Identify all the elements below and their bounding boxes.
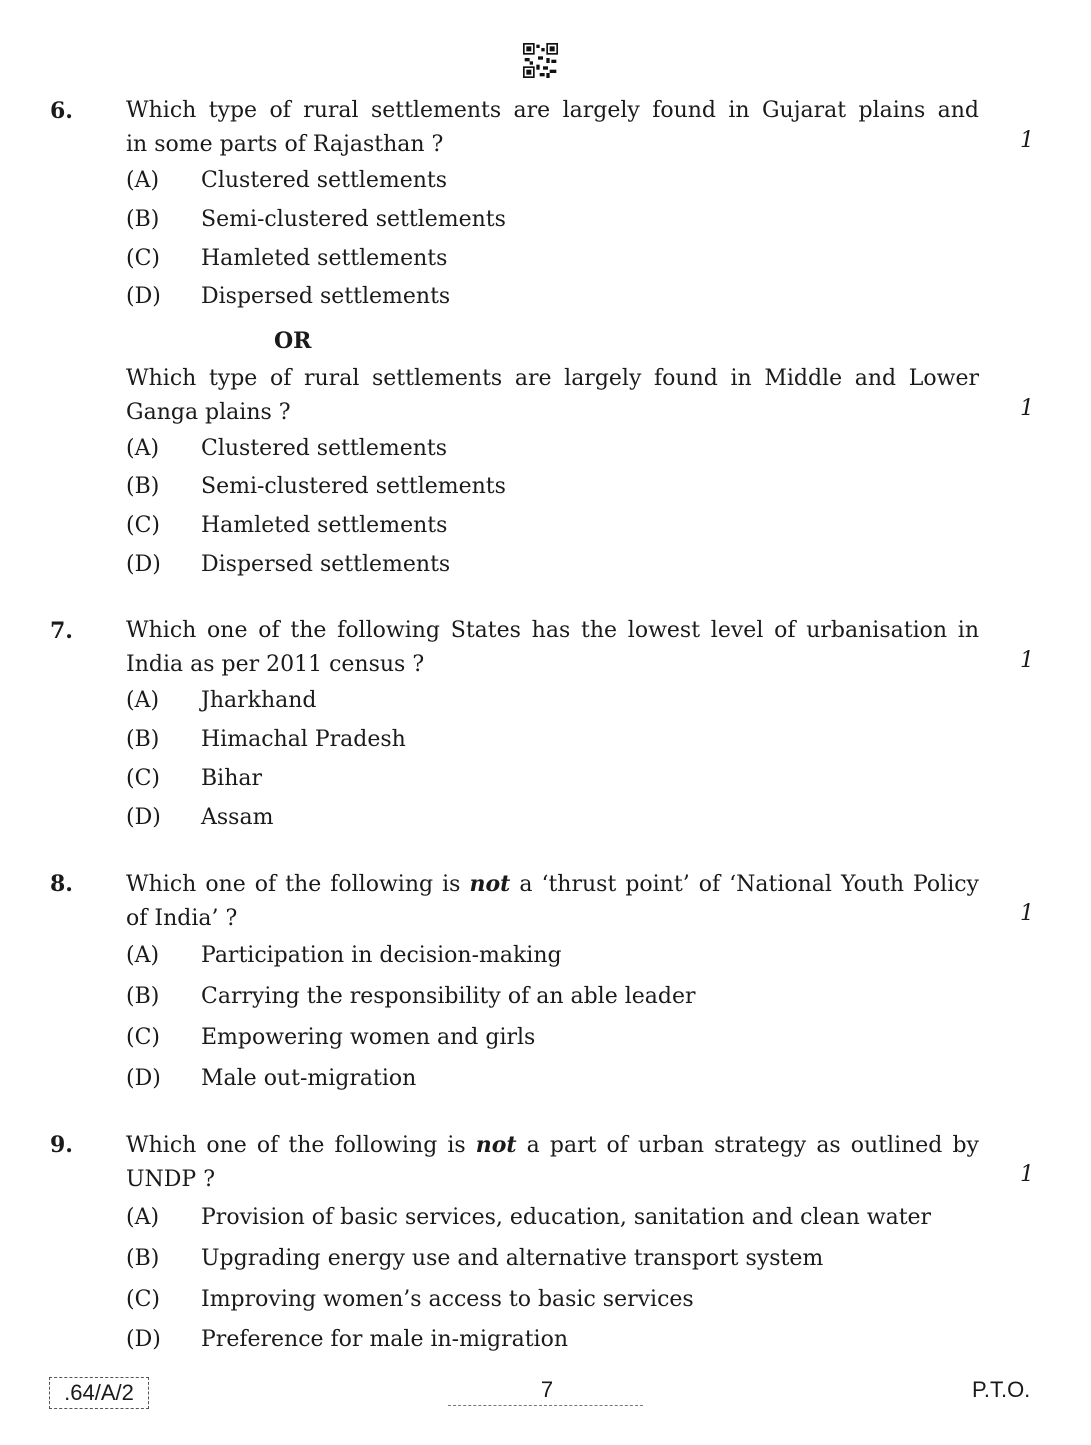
page-number-underline xyxy=(448,1405,643,1406)
paper-code: .64/A/2 xyxy=(49,1377,149,1409)
option-text: Semi-clustered settlements xyxy=(201,207,506,232)
question-number: 7. xyxy=(50,618,73,644)
question-marks: 1 xyxy=(1020,396,1034,421)
option-text: Himachal Pradesh xyxy=(201,727,406,752)
option-letter: (C) xyxy=(126,513,160,538)
option-text: Male out-migration xyxy=(201,1066,417,1091)
option-letter: (B) xyxy=(126,727,160,752)
option-text: Clustered settlements xyxy=(201,436,448,461)
option-letter: (D) xyxy=(126,1327,161,1352)
question-text-line2: in some parts of Rajasthan ? xyxy=(126,132,444,157)
question-marks: 1 xyxy=(1020,1162,1034,1187)
option-letter: (A) xyxy=(126,688,160,713)
option-letter: (D) xyxy=(126,552,161,577)
question-text xyxy=(126,867,979,936)
emphasis-not: not xyxy=(475,1132,517,1158)
question-text xyxy=(126,1128,979,1197)
option-letter: (D) xyxy=(126,1066,161,1091)
option-letter: (D) xyxy=(126,805,161,830)
option-text: Empowering women and girls xyxy=(201,1025,536,1050)
question-number: 8. xyxy=(50,871,73,897)
option-text: Dispersed settlements xyxy=(201,552,451,577)
question-text-line2: of India’ ? xyxy=(126,906,238,931)
qr-code-icon xyxy=(523,43,558,78)
option-text: Clustered settlements xyxy=(201,168,448,193)
question-text xyxy=(126,94,979,162)
option-text: Participation in decision-making xyxy=(201,943,562,968)
option-text: Jharkhand xyxy=(201,688,317,713)
question-text-line1: Which one of the following is not a part of urban strategy as outlined by xyxy=(126,1132,979,1158)
emphasis-not: not xyxy=(469,871,511,897)
question-text-line2: Ganga plains ? xyxy=(126,400,291,425)
option-letter: (A) xyxy=(126,436,160,461)
option-letter: (C) xyxy=(126,766,160,791)
option-letter: (A) xyxy=(126,168,160,193)
question-marks: 1 xyxy=(1020,901,1034,926)
option-text: Upgrading energy use and alternative transport system xyxy=(201,1246,824,1271)
pto-label: P.T.O. xyxy=(972,1377,1031,1402)
question-text-line2: India as per 2011 census ? xyxy=(126,652,425,677)
option-text: Dispersed settlements xyxy=(201,284,451,309)
question-text-line1: Which type of rural settlements are largely found in Gujarat plains and xyxy=(126,98,979,123)
question-marks: 1 xyxy=(1020,128,1034,153)
page-number: 7 xyxy=(540,1377,554,1402)
option-letter: (C) xyxy=(126,1287,160,1312)
option-text: Semi-clustered settlements xyxy=(201,474,506,499)
option-text: Improving women’s access to basic services xyxy=(201,1287,694,1312)
question-marks: 1 xyxy=(1020,648,1034,673)
question-text-line1: Which type of rural settlements are largely found in Middle and Lower xyxy=(126,366,979,391)
option-letter: (A) xyxy=(126,1205,160,1230)
question-text xyxy=(126,614,979,682)
question-number: 6. xyxy=(50,98,73,124)
option-text: Hamleted settlements xyxy=(201,513,448,538)
option-letter: (D) xyxy=(126,284,161,309)
option-text: Provision of basic services, education, sanitation and clean water xyxy=(201,1205,932,1230)
option-text: Assam xyxy=(201,805,274,830)
question-text-alternative xyxy=(126,362,979,430)
question-text-line1: Which one of the following States has the lowest level of urbanisation in xyxy=(126,618,979,643)
option-text: Preference for male in-migration xyxy=(201,1327,569,1352)
question-text-line2: UNDP ? xyxy=(126,1167,216,1192)
option-letter: (B) xyxy=(126,984,160,1009)
or-separator: OR xyxy=(274,328,312,354)
option-text: Hamleted settlements xyxy=(201,246,448,271)
option-text: Carrying the responsibility of an able leader xyxy=(201,984,696,1009)
option-letter: (B) xyxy=(126,207,160,232)
option-letter: (C) xyxy=(126,1025,160,1050)
question-text-line1: Which one of the following is not a ‘thrust point’ of ‘National Youth Policy xyxy=(126,871,979,897)
option-letter: (B) xyxy=(126,474,160,499)
option-letter: (A) xyxy=(126,943,160,968)
question-number: 9. xyxy=(50,1132,73,1158)
option-letter: (C) xyxy=(126,246,160,271)
option-letter: (B) xyxy=(126,1246,160,1271)
option-text: Bihar xyxy=(201,766,263,791)
